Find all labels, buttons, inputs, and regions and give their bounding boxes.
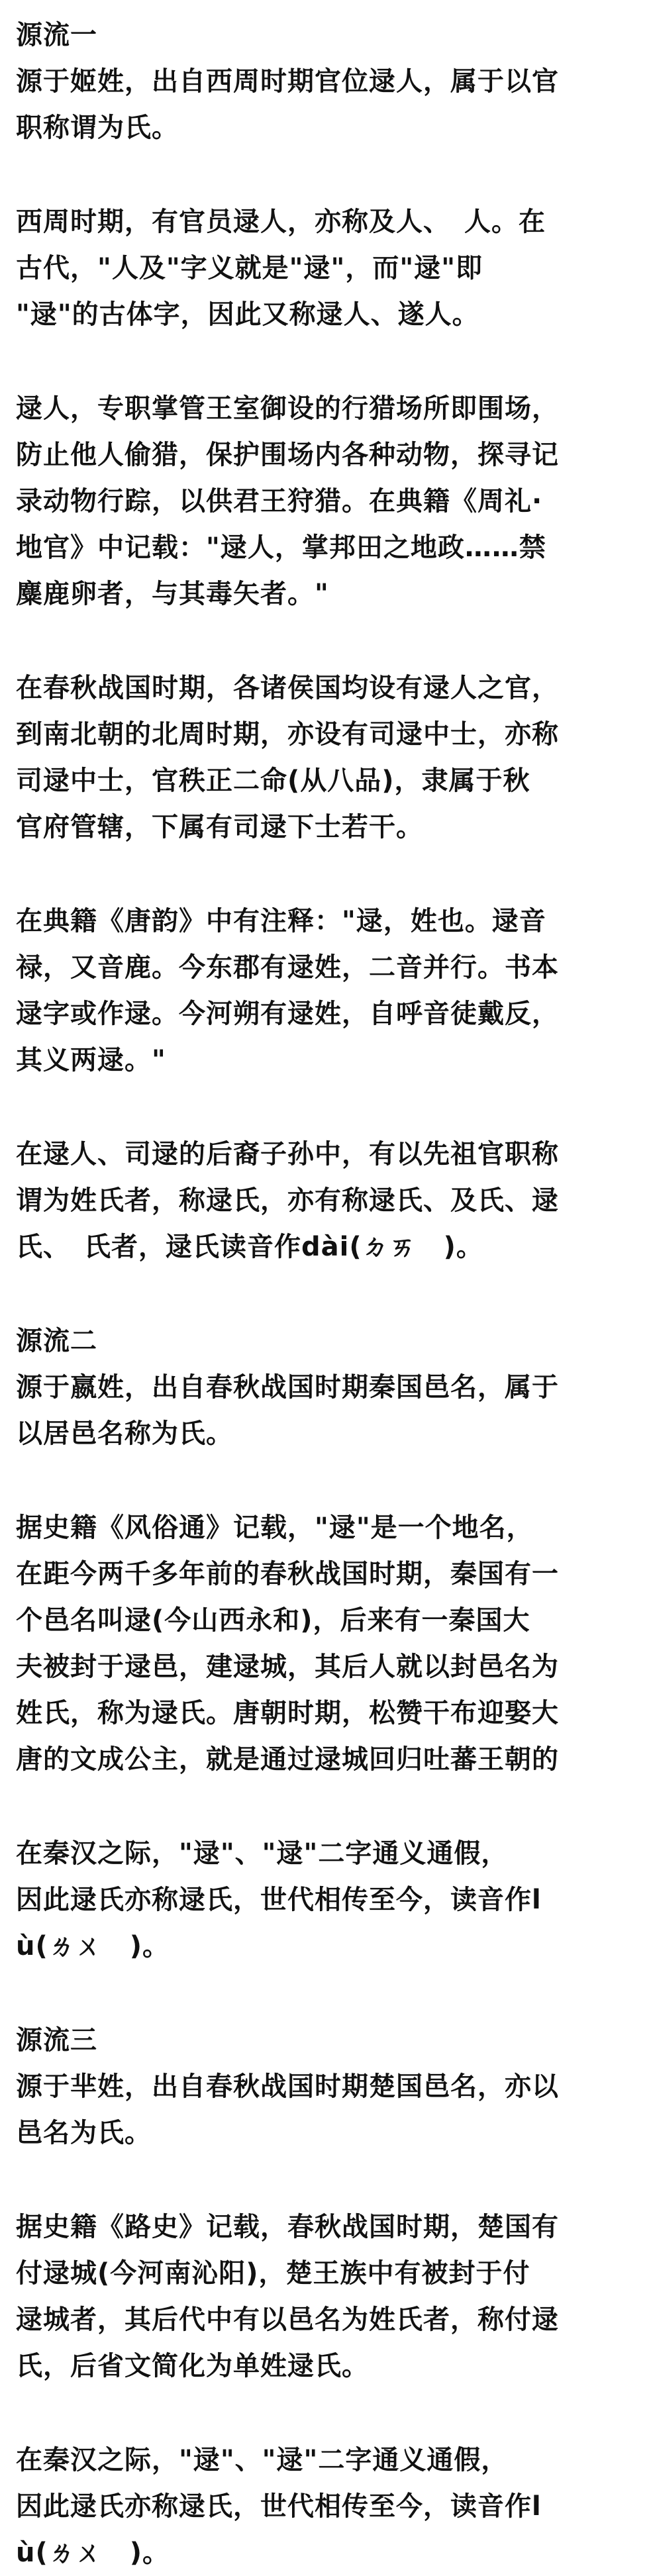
paragraph: 逯人，专职掌管王室御设的行猎场所即围场， 防止他人偷猎，保护围场内各种动物，探寻记 录动物行踪，以供君王狩猎。在典籍《周礼· 地官》中记载："逯人，掌邦田之地政……禁 麋鹿卵者，与其毒矢者。": [16, 393, 559, 609]
section-heading: 源流一: [16, 20, 97, 50]
paragraph: 源于姬姓，出自西周时期官位逯人，属于以官 职称谓为氏。: [16, 66, 559, 143]
section-heading: 源流二: [16, 1326, 97, 1356]
paragraph: 据史籍《路史》记载，春秋战国时期，楚国有 付逯城(今河南沁阳)，楚王族中有被封于付 逯城者，其后代中有以邑名为姓氏者，称付逯 氏，后省文简化为单姓逯氏。: [16, 2212, 559, 2381]
section-source-1: [16, 12, 634, 1270]
paragraph: 在秦汉之际，"逯"、"逯"二字通义通假， 因此逯氏亦称逯氏，世代相传至今，读音作l ù(ㄌㄨ )。: [16, 1838, 542, 1961]
section-heading: 源流三: [16, 2025, 97, 2056]
paragraph: 在逯人、司逯的后裔子孙中，有以先祖官职称 谓为姓氏者，称逯氏，亦有称逯氏、及氏、逯 氏、 氏者，逯氏读音作dài(ㄉㄞ )。: [16, 1139, 559, 1262]
paragraph: 在春秋战国时期，各诸侯国均设有逯人之官， 到南北朝的北周时期，亦设有司逯中士，亦称 司逯中士，官秩正二命(从八品)，隶属于秋 官府管辖，下属有司逯下士若干。: [16, 673, 559, 842]
paragraph: 在典籍《唐韵》中有注释："逯，姓也。逯音 禄，又音鹿。今东郡有逯姓，二音并行。书本 逯字或作逯。今河朔有逯姓，自呼音徒戴反， 其义两逯。": [16, 906, 559, 1075]
paragraph: 西周时期，有官员逯人，亦称及人、 人。在 古代，"人及"字义就是"逯"，而"逯"即 "逯"的古体字，因此又称逯人、遂人。: [16, 207, 546, 330]
paragraph: 在秦汉之际，"逯"、"逯"二字通义通假， 因此逯氏亦称逯氏，世代相传至今，读音作l ù(ㄌㄨ )。: [16, 2445, 542, 2568]
section-source-2: [16, 1318, 634, 1969]
section-source-3: [16, 2017, 634, 2576]
paragraph: 据史籍《风俗通》记载，"逯"是一个地名， 在距今两千多年前的春秋战国时期，秦国有一 个邑名叫逯(今山西永和)，后来有一秦国大 夫被封于逯邑，建逯城，其后人就以封邑名为 姓氏，称为逯氏。唐朝时期，松赞干布迎娶大 唐的文成公主，就是通过逯城回归吐蕃王朝的: [16, 1512, 559, 1775]
paragraph: 源于芈姓，出自春秋战国时期楚国邑名，亦以 邑名为氏。: [16, 2071, 559, 2148]
paragraph: 源于嬴姓，出自春秋战国时期秦国邑名，属于 以居邑名称为氏。: [16, 1372, 559, 1449]
